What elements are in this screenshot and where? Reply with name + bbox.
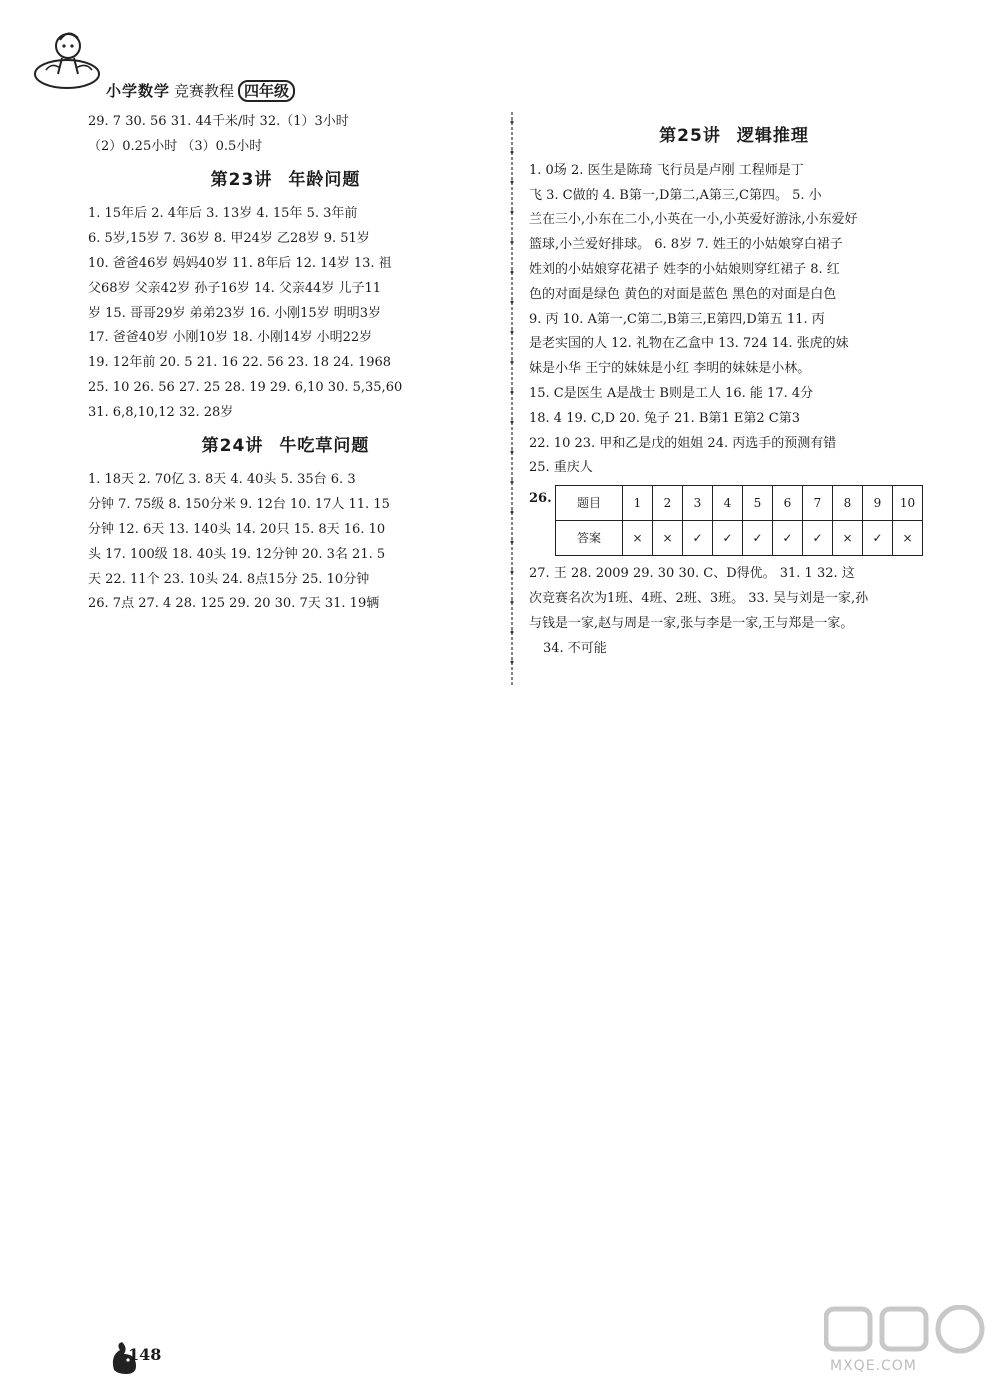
answer-line: （2）0.25小时 （3）0.5小时 — [88, 138, 263, 154]
table-cell: ✓ — [713, 521, 743, 556]
answer-line: 色的对面是绿色 黄色的对面是蓝色 黑色的对面是白色 — [529, 286, 837, 302]
answer-line: 9. 丙 10. A第一,C第二,B第三,E第四,D第五 11. 丙 — [529, 311, 825, 327]
answer-line: 父68岁 父亲42岁 孙子16岁 14. 父亲44岁 儿子11 — [88, 280, 382, 296]
answer-line: 姓刘的小姑娘穿花裙子 姓李的小姑娘则穿红裙子 8. 红 — [529, 261, 840, 277]
section-24-answers — [88, 468, 483, 617]
answer-line: 19. 12年前 20. 5 21. 16 22. 56 23. 18 24. 1968 — [88, 355, 392, 371]
section-name: 牛吃草问题 — [279, 435, 370, 456]
section-23-answers — [88, 202, 483, 425]
answer-line: 头 17. 100级 18. 40头 19. 12分钟 20. 3名 21. 5 — [88, 546, 386, 562]
answer-line: 26. 7点 27. 4 28. 125 29. 20 30. 7天 31. 19辆 — [88, 596, 380, 612]
table-answer-label: 答案 — [556, 521, 623, 556]
brand-title — [106, 80, 295, 101]
section-title-25 — [529, 124, 939, 149]
section-number: 第25讲 — [659, 126, 721, 146]
right-column — [529, 110, 939, 661]
section-title-23 — [88, 168, 483, 193]
table-cell: ✓ — [683, 521, 713, 556]
answer-line: 1. 18天 2. 70亿 3. 8天 4. 40头 5. 35台 6. 3 — [88, 472, 356, 488]
mascot-logo-icon — [32, 26, 102, 96]
table-cell: 4 — [713, 486, 743, 521]
answer-line: 6. 5岁,15岁 7. 36岁 8. 甲24岁 乙28岁 9. 51岁 — [88, 231, 370, 247]
table-cell: × — [653, 521, 683, 556]
answer-line: 兰在三小,小东在二小,小英在一小,小英爱好游泳,小东爱好 — [529, 212, 858, 228]
table-cell: ✓ — [803, 521, 833, 556]
table-cell: × — [833, 521, 863, 556]
section-number: 第24讲 — [201, 435, 264, 456]
table-cell: 5 — [743, 486, 773, 521]
answer-line: 10. 爸爸46岁 妈妈40岁 11. 8年后 12. 14岁 13. 祖 — [88, 255, 392, 271]
answer-line: 飞 3. C做的 4. B第一,D第二,A第三,C第四。 5. 小 — [529, 187, 822, 203]
left-column — [88, 110, 483, 617]
table-cell: 7 — [803, 486, 833, 521]
page-number: 148 — [128, 1345, 162, 1364]
answer-line: 妹是小华 王宁的妹妹是小红 李明的妹妹是小林。 — [529, 361, 811, 377]
table-cell: 1 — [623, 486, 653, 521]
answer-line: 1. 15年后 2. 4年后 3. 13岁 4. 15年 5. 3年前 — [88, 206, 358, 222]
table-cell: ✓ — [863, 521, 893, 556]
brand-grade: 四年级 — [238, 80, 295, 102]
answer-line: 29. 7 30. 56 31. 44千米/时 32.（1）3小时 — [88, 114, 349, 129]
table-header-label: 题目 — [556, 486, 623, 521]
answer-line: 是老实国的人 12. 礼物在乙盒中 13. 724 14. 张虎的妹 — [529, 336, 849, 352]
brand-main: 小学数学 — [106, 82, 171, 100]
section-name: 年龄问题 — [288, 169, 361, 190]
answer-line: 15. C是医生 A是战士 B则是工人 16. 能 17. 4分 — [529, 385, 814, 401]
table-cell: 3 — [683, 486, 713, 521]
answer-line: 34. 不可能 — [543, 640, 607, 656]
section-name: 逻辑推理 — [736, 126, 809, 146]
answer-line: 篮球,小兰爱好排球。 6. 8岁 7. 姓王的小姑娘穿白裙子 — [529, 237, 843, 253]
table-cell: × — [623, 521, 653, 556]
section-number: 第23讲 — [210, 169, 273, 190]
table-cell: × — [893, 521, 923, 556]
answer-line: 分钟 7. 75级 8. 150分米 9. 12台 10. 17人 11. 15 — [88, 497, 390, 513]
table-cell: 10 — [893, 486, 923, 521]
question-26 — [529, 485, 939, 556]
section-25-answers — [529, 159, 939, 481]
answer-line: 次竞赛名次为1班、4班、2班、3班。 33. 吴与刘是一家,孙 — [529, 590, 869, 606]
book-header — [22, 20, 322, 100]
answer-line: 22. 10 23. 甲和乙是戊的姐姐 24. 丙选手的预测有错 — [529, 435, 837, 451]
answer-line: 18. 4 19. C,D 20. 兔子 21. B第1 E第2 C第3 — [529, 410, 801, 426]
table-cell: 2 — [653, 486, 683, 521]
answer-line: 岁 15. 哥哥29岁 弟弟23岁 16. 小刚15岁 明明3岁 — [88, 305, 382, 321]
answer-line: 1. 0场 2. 医生是陈琦 飞行员是卢刚 工程师是丁 — [529, 162, 804, 178]
table-row — [556, 521, 923, 556]
table-cell: 9 — [863, 486, 893, 521]
section-25-answers-cont — [529, 562, 939, 661]
answer-line: 25. 重庆人 — [529, 460, 593, 476]
answer-line: 17. 爸爸40岁 小刚10岁 18. 小刚14岁 小明22岁 — [88, 330, 373, 346]
table-cell: ✓ — [773, 521, 803, 556]
table-row — [556, 486, 923, 521]
table-cell: ✓ — [743, 521, 773, 556]
watermark-url: MXQE.COM — [830, 1358, 917, 1374]
answer-line: 31. 6,8,10,12 32. 28岁 — [88, 404, 234, 420]
table-cell: 6 — [773, 486, 803, 521]
answer-line: 分钟 12. 6天 13. 140头 14. 20只 15. 8天 16. 10 — [88, 521, 386, 537]
answer-line: 与钱是一家,赵与周是一家,张与李是一家,王与郑是一家。 — [529, 615, 854, 631]
section-title-24 — [88, 434, 483, 459]
answer-line: 27. 王 28. 2009 29. 30 30. C、D得优。 31. 1 32. 这 — [529, 566, 855, 582]
answer-table — [555, 485, 923, 556]
brand-sub: 竞赛教程 — [174, 82, 235, 100]
table-cell: 8 — [833, 486, 863, 521]
answer-line: 天 22. 11个 23. 10头 24. 8点15分 25. 10分钟 — [88, 571, 370, 587]
answer-line: 25. 10 26. 56 27. 25 28. 19 29. 6,10 30. 5,35,60 — [88, 379, 403, 395]
question-number: 26. — [529, 491, 552, 507]
column-divider — [506, 112, 518, 687]
